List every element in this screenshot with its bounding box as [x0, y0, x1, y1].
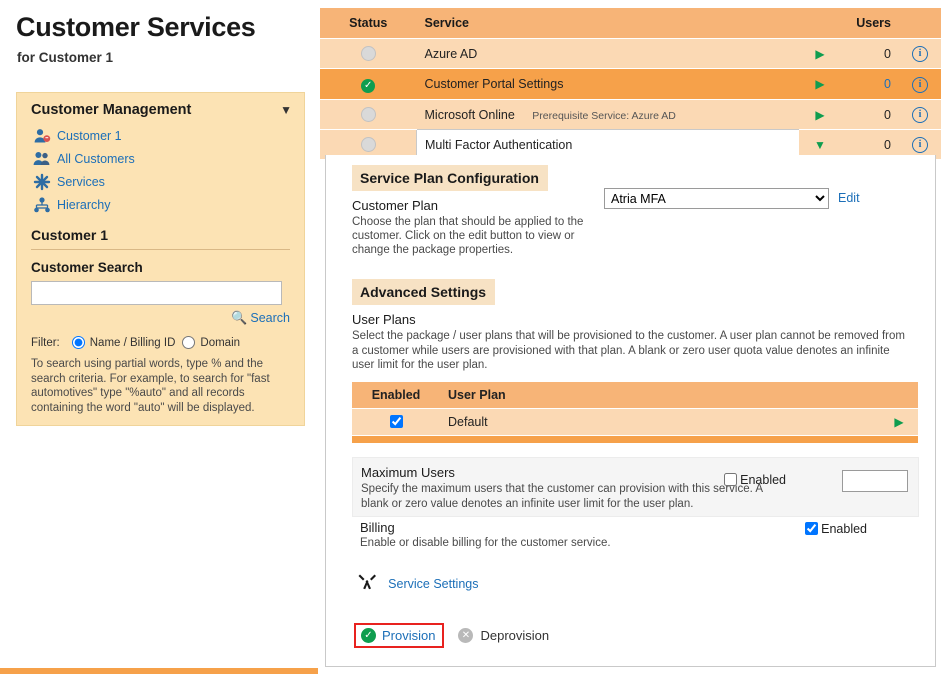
provision-button[interactable] [354, 623, 444, 648]
users-cell [841, 69, 899, 100]
deprovision-button-label[interactable]: Deprovision [480, 628, 550, 643]
deprovision-button[interactable] [458, 628, 549, 643]
play-icon[interactable]: ▶ [815, 107, 825, 122]
customer-management-title: Customer Management [31, 102, 192, 118]
sidebar-item-services[interactable] [17, 171, 304, 194]
user-plan-enabled-checkbox[interactable] [390, 415, 403, 428]
users-count: 0 [884, 137, 891, 152]
table-row[interactable] [352, 408, 918, 435]
left-pane [0, 0, 318, 674]
service-name: Azure AD [424, 46, 478, 61]
hierarchy-icon [33, 196, 51, 214]
filter-row [31, 336, 304, 349]
row-action-cell[interactable] [799, 100, 841, 130]
filter-label: Filter: [31, 336, 60, 349]
info-cell[interactable] [899, 39, 941, 69]
customer-plan-select[interactable] [604, 188, 829, 209]
close-circle-icon: ✕ [458, 628, 473, 643]
column-header-status: Status [320, 8, 417, 39]
billing-label: Billing [360, 520, 395, 535]
user-plans-description: Select the package / user plans that will be provisioned to the customer. A user plan cannot be removed from a customer while users are provisioned with that plan. A blank or zero user quota value denotes an infinite user limit for the user plan. [352, 330, 905, 371]
users-count: 0 [884, 46, 891, 61]
page-title: Customer Services [16, 12, 256, 42]
filter-radio-name-billing[interactable] [72, 336, 85, 349]
sidebar-nav-list [17, 125, 304, 221]
play-icon[interactable]: ▶ [815, 46, 825, 61]
maximum-users-label: Maximum Users [361, 465, 455, 480]
info-icon[interactable]: i [912, 46, 928, 62]
row-action-cell[interactable] [799, 69, 841, 100]
provision-button-label[interactable]: Provision [382, 628, 436, 643]
page-subtitle: for Customer 1 [17, 50, 114, 65]
right-pane [318, 0, 945, 674]
chevron-down-icon[interactable]: ▼ [814, 137, 826, 152]
column-header-users: Users [841, 8, 899, 39]
filter-option-label: Name / Billing ID [89, 336, 176, 349]
prerequisite-text: Prerequisite Service: Azure AD [532, 109, 676, 122]
user-plan-name: Default [448, 414, 488, 429]
maximum-users-enabled-checkbox[interactable] [724, 473, 737, 486]
customer-management-panel [16, 92, 305, 426]
billing-enabled-label: Enabled [821, 522, 867, 536]
filter-radio-domain[interactable] [182, 336, 195, 349]
search-help-text: To search using partial words, type % and the search criteria. For example, to search for "fast automotives" type "%auto" and all records containing the word "auto" will be displayed. [31, 358, 270, 414]
table-row[interactable] [320, 39, 941, 69]
sidebar-item-label[interactable]: Hierarchy [57, 198, 111, 212]
service-name-cell[interactable] [417, 100, 800, 130]
billing-enabled-checkbox[interactable] [805, 522, 818, 535]
maximum-users-input[interactable] [842, 470, 908, 492]
service-plan-configuration-panel [325, 155, 936, 667]
check-circle-icon: ✓ [361, 628, 376, 643]
column-header-enabled: Enabled [352, 382, 440, 409]
user-plan-action-cell[interactable] [880, 408, 918, 435]
info-cell[interactable] [899, 69, 941, 100]
user-plans-table [352, 382, 918, 443]
service-name: Customer Portal Settings [424, 77, 564, 91]
sidebar-item-label[interactable]: All Customers [57, 152, 135, 166]
billing-block [352, 520, 917, 549]
action-row [354, 623, 549, 648]
users-count: 0 [884, 107, 891, 122]
user-plan-enabled-cell[interactable] [352, 408, 440, 435]
column-header-action [880, 382, 918, 409]
sidebar-item-all-customers[interactable] [17, 148, 304, 171]
info-icon[interactable]: i [912, 137, 928, 153]
wrench-icon [358, 577, 381, 594]
info-cell[interactable] [899, 100, 941, 130]
status-check-icon: ✓ [361, 79, 375, 93]
sidebar-item-label[interactable]: Customer 1 [57, 129, 122, 143]
services-table-header-row [320, 8, 941, 39]
billing-description: Enable or disable billing for the customer service. [360, 537, 611, 549]
maximum-users-enabled-label: Enabled [740, 473, 786, 487]
footer-strip [0, 668, 318, 674]
status-dot-icon [361, 107, 376, 122]
user-plan-name-cell [440, 408, 880, 435]
play-icon[interactable]: ▶ [815, 77, 825, 91]
sidebar-section-title: Customer 1 [31, 227, 109, 243]
customer-plan-description: Choose the plan that should be applied to the customer. Click on the edit button to view or change the package properties. [352, 216, 584, 256]
table-row-spacer [352, 435, 918, 443]
service-name-cell[interactable] [417, 39, 800, 69]
sidebar-item-hierarchy[interactable] [17, 194, 304, 217]
status-cell [320, 69, 417, 100]
customer-search-label: Customer Search [31, 260, 143, 275]
service-settings-label[interactable]: Service Settings [388, 577, 479, 591]
service-settings-link[interactable] [358, 573, 479, 594]
billing-enabled-wrap[interactable] [805, 522, 867, 536]
row-action-cell[interactable] [799, 39, 841, 69]
maximum-users-description: Specify the maximum users that the customer can provision with this service. A blank or zero value denotes an infinite user limit for the user plan. [361, 483, 763, 510]
search-button[interactable] [17, 310, 290, 326]
users-cell [841, 100, 899, 130]
status-cell [320, 100, 417, 130]
edit-plan-link[interactable]: Edit [838, 191, 860, 205]
status-dot-icon [361, 46, 376, 61]
advanced-settings-title: Advanced Settings [352, 279, 495, 305]
customers-icon [33, 150, 51, 168]
services-table [320, 8, 941, 159]
table-row[interactable] [320, 100, 941, 130]
sidebar-item-customer-1[interactable] [17, 125, 304, 148]
table-row[interactable] [320, 69, 941, 100]
maximum-users-block [352, 457, 919, 517]
maximum-users-enabled-wrap[interactable] [724, 473, 786, 487]
service-name-cell[interactable] [417, 69, 800, 100]
column-header-service: Service [417, 8, 800, 39]
users-cell [841, 39, 899, 69]
column-header-user-plan: User Plan [440, 382, 880, 409]
customer-search-input[interactable] [31, 281, 282, 305]
chevron-down-icon[interactable]: ▼ [280, 103, 292, 117]
filter-option-label: Domain [200, 336, 241, 349]
services-icon [33, 173, 51, 191]
status-cell [320, 39, 417, 69]
info-icon[interactable]: i [912, 77, 928, 93]
column-header-action [799, 8, 841, 39]
user-plans-header-row [352, 382, 918, 409]
user-plans-label: User Plans [352, 312, 416, 327]
customer-management-header[interactable] [17, 93, 304, 125]
column-header-info [899, 8, 941, 39]
play-icon[interactable]: ▶ [894, 414, 904, 429]
search-icon: 🔍 [231, 310, 248, 325]
service-plan-configuration-title: Service Plan Configuration [352, 165, 548, 191]
customer-icon [33, 127, 51, 145]
sidebar-item-label[interactable]: Services [57, 175, 105, 189]
service-name: Microsoft Online [424, 107, 515, 122]
service-name: Multi Factor Authentication [425, 137, 573, 152]
users-count: 0 [884, 77, 891, 91]
customer-plan-label: Customer Plan [352, 198, 438, 213]
spacer-cell [352, 435, 918, 443]
search-button-label[interactable]: Search [250, 311, 290, 325]
info-icon[interactable]: i [912, 107, 928, 123]
status-dot-icon [361, 137, 376, 152]
